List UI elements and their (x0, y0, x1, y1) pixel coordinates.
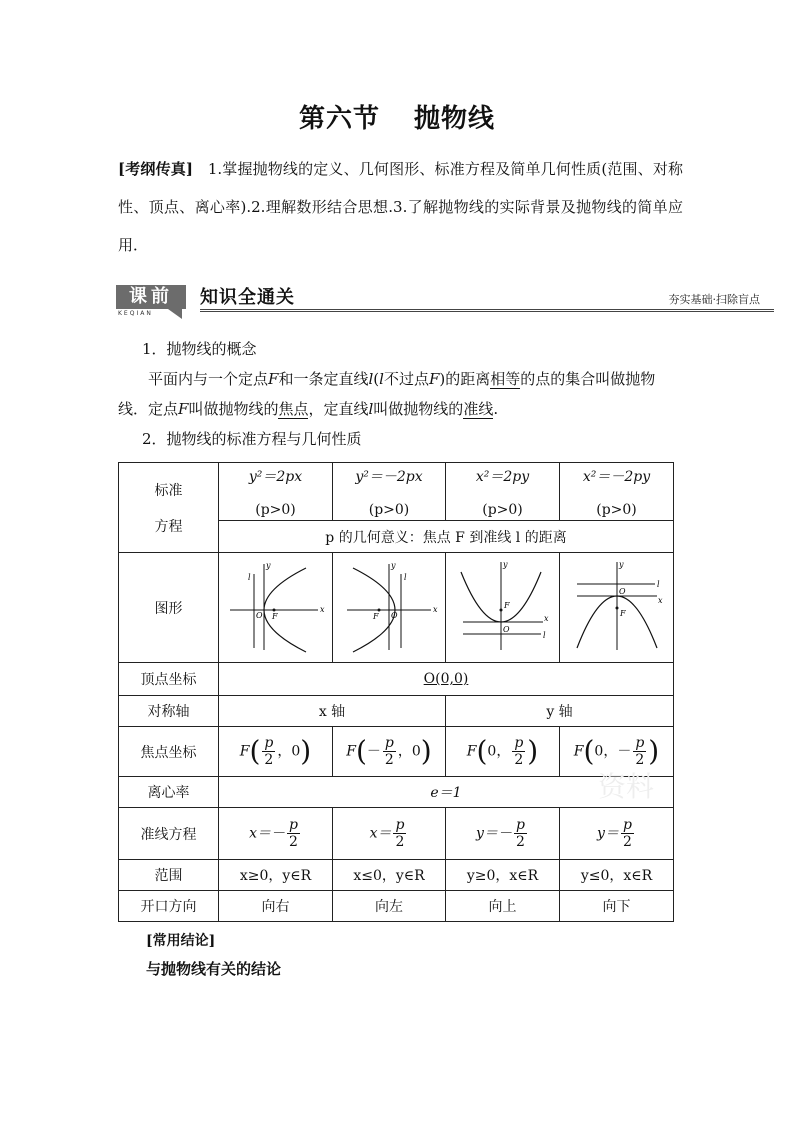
banner-tag: 课前 (116, 285, 186, 309)
svg-text:y: y (618, 559, 624, 569)
banner-heading: 知识全通关 (200, 287, 295, 308)
label-biaozhun: 标准 方程 (119, 463, 219, 553)
table-row (119, 463, 674, 521)
directrix-cell: y＝ $\frac{p}{2}$ (560, 808, 674, 860)
banner-right-text: 夯实基础·扫除盲点 (668, 293, 760, 306)
focus-cell: F( $\frac{p}{2}$ ，0) (219, 727, 333, 777)
svg-text:y: y (265, 560, 271, 570)
label-jiaodian: 焦点坐标 (119, 727, 219, 777)
section1-body: 平面内与一个定点F和一条定直线l(l不过点F)的距离相等的点的集合叫做抛物线．定点F叫做抛物线的焦点，定直线l叫做抛物线的准线. (118, 370, 656, 418)
focus-cell: F(0，－ $\frac{p}{2}$ ) (560, 727, 674, 777)
svg-text:y: y (391, 560, 396, 570)
svg-text:l: l (247, 572, 251, 582)
table-row (119, 553, 674, 663)
table-row (119, 891, 674, 922)
range-cell: x≥0，y∈R (219, 860, 333, 891)
eq-cell: y²＝2px (p>0) (219, 463, 333, 521)
label-fanwei: 范围 (119, 860, 219, 891)
svg-text:F: F (271, 611, 278, 621)
focus-cell: F(－ $\frac{p}{2}$ ，0) (333, 727, 446, 777)
p-meaning: p 的几何意义：焦点 F 到准线 l 的距离 (219, 521, 674, 553)
banner-rule (200, 309, 774, 312)
direction-cell: 向上 (446, 891, 560, 922)
watermark: 资料 (598, 770, 655, 803)
kaogang-text: 1.掌握抛物线的定义、几何图形、标准方程及简单几何性质(范围、对称性、顶点、离心率).2.理解数形结合思想.3.了解抛物线的实际背景及抛物线的简单应用． (118, 160, 683, 254)
underline-jiaodian: 焦点 (278, 400, 309, 418)
table-row (119, 777, 674, 808)
svg-text:F: F (619, 608, 626, 618)
parabola-table (118, 462, 674, 922)
svg-text:x: x (657, 595, 663, 605)
range-cell: y≥0，x∈R (446, 860, 560, 891)
graph-up (446, 553, 560, 663)
label-kaikou: 开口方向 (119, 891, 219, 922)
table-row (119, 696, 674, 727)
direction-cell: 向右 (219, 891, 333, 922)
focus-cell: F(0， $\frac{p}{2}$ ) (446, 727, 560, 777)
title-section: 第六节 (298, 104, 380, 134)
axis-y: y 轴 (446, 696, 674, 727)
svg-text:O: O (618, 586, 626, 596)
note-tag: [常用结论] (146, 933, 216, 949)
directrix-cell: x＝－ $\frac{p}{2}$ (219, 808, 333, 860)
label-duichen: 对称轴 (119, 696, 219, 727)
label-dingdian: 顶点坐标 (119, 663, 219, 696)
directrix-cell: y＝－ $\frac{p}{2}$ (446, 808, 560, 860)
section1-heading: 1．抛物线的概念 (142, 340, 257, 358)
svg-text:l: l (404, 572, 407, 582)
svg-text:x: x (319, 604, 325, 614)
label-tuxing: 图形 (119, 553, 219, 663)
section1 (118, 334, 683, 454)
section-banner (114, 283, 774, 319)
table-row (119, 727, 674, 777)
underline-xiangdeng: 相等 (490, 370, 521, 388)
svg-text:F: F (373, 611, 379, 621)
table-row (119, 663, 674, 696)
range-cell: y≤0，x∈R (560, 860, 674, 891)
banner-arrow-icon (168, 309, 182, 319)
svg-text:F: F (503, 600, 510, 610)
label-zhunxian: 准线方程 (119, 808, 219, 860)
svg-text:O: O (255, 610, 263, 620)
svg-text:O: O (502, 624, 510, 634)
range-cell: x≤0，y∈R (333, 860, 446, 891)
graph-down (560, 553, 674, 663)
direction-cell: 向下 (560, 891, 674, 922)
label-lixin: 离心率 (119, 777, 219, 808)
svg-text:l: l (656, 579, 660, 589)
svg-text:l: l (542, 630, 546, 640)
graph-left (333, 553, 446, 663)
kaogang-paragraph (118, 150, 683, 264)
svg-text:x: x (433, 604, 438, 614)
svg-text:y: y (502, 559, 508, 569)
section2-heading: 2．抛物线的标准方程与几何性质 (142, 430, 362, 448)
kaogang-tag: [考纲传真] (118, 160, 194, 178)
vertex-value: O(0,0) (423, 671, 469, 687)
svg-text:x: x (543, 613, 549, 623)
title-topic: 抛物线 (414, 104, 496, 134)
vertex-cell (219, 663, 674, 696)
svg-text:O: O (391, 610, 398, 620)
eq-cell: y²＝－2px (p>0) (333, 463, 446, 521)
directrix-cell: x＝ $\frac{p}{2}$ (333, 808, 446, 860)
eq-cell: x²＝2py (p>0) (446, 463, 560, 521)
eccentricity-cell: e＝1 (219, 777, 674, 808)
eq-cell: x²＝－2py (p>0) (560, 463, 674, 521)
banner-tag-sub: KEQIAN (118, 310, 153, 317)
table-row (119, 808, 674, 860)
page-title (0, 98, 794, 135)
graph-right (219, 553, 333, 663)
table-row (119, 860, 674, 891)
underline-zhunxian: 准线 (463, 400, 494, 418)
note-text: 与抛物线有关的结论 (146, 960, 282, 978)
direction-cell: 向左 (333, 891, 446, 922)
axis-x: x 轴 (219, 696, 446, 727)
